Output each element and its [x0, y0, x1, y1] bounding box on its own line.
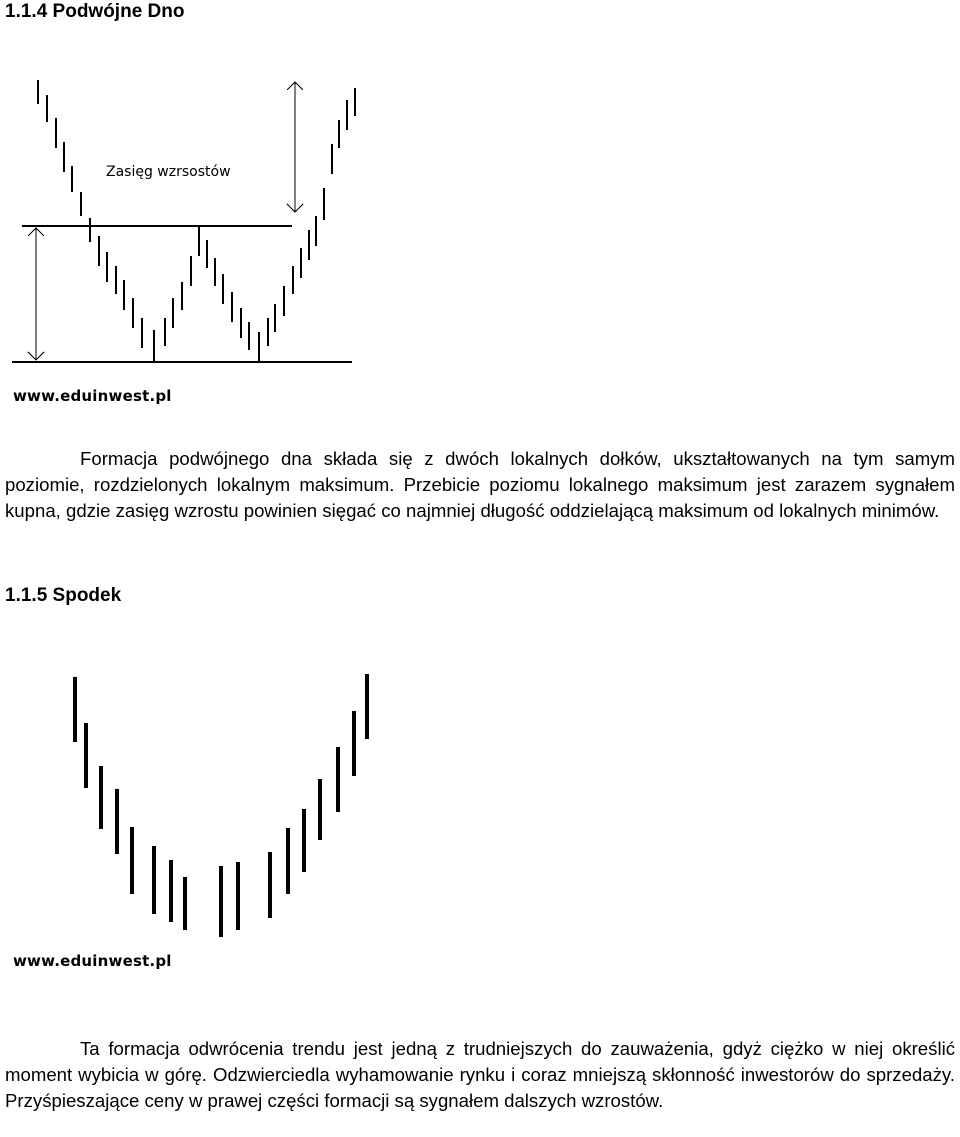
dbl-bar-13 [141, 318, 143, 348]
saucer-bar-1 [73, 677, 77, 742]
saucer-bar-15 [336, 747, 340, 812]
dbl-bar-28 [274, 304, 276, 332]
saucer-chart [0, 640, 420, 950]
saucer-bar-8 [183, 877, 187, 930]
dbl-bar-20 [206, 240, 208, 268]
watermark-2: www.eduinwest.pl [13, 952, 172, 970]
dbl-bar-19 [198, 226, 200, 256]
saucer-bar-17 [365, 674, 369, 739]
saucer-bar-13 [302, 809, 306, 872]
section-heading-double-bottom: 1.1.4 Podwójne Dno [5, 1, 185, 22]
dbl-bar-8 [98, 236, 100, 266]
dbl-bar-17 [181, 282, 183, 310]
dbl-bar-11 [123, 280, 125, 310]
dbl-bar-22 [222, 274, 224, 304]
double-bottom-chart [0, 70, 360, 370]
range-label: Zasięg wzrsostów [106, 164, 231, 180]
dbl-bar-12 [132, 298, 134, 328]
paragraph-double-bottom: Formacja podwójnego dna składa się z dwóch lokalnych dołków, ukształtowanych na tym samym poziomie, rozdzielonych lokalnym maksimum. Przebicie poziomu lokalnego maksimum jest zarazem sygnałem kupna, gdzie zasięg wzrostu powinien sięgać co najmniej długość oddzielającą maksimum od lokalnych minimów. [5, 448, 955, 521]
dbl-bar-30 [292, 266, 294, 294]
saucer-bar-12 [286, 828, 290, 894]
dbl-bar-23 [231, 292, 233, 322]
saucer-bar-11 [268, 852, 272, 918]
saucer-bar-16 [352, 711, 356, 776]
dbl-bar-35 [331, 144, 333, 174]
dbl-bar-2 [46, 95, 48, 122]
dbl-bar-18 [190, 256, 192, 286]
dbl-bar-15 [164, 318, 166, 346]
section-heading-saucer: 1.1.5 Spodek [5, 585, 122, 606]
saucer-bar-5 [130, 827, 134, 894]
watermark: www.eduinwest.pl [13, 387, 172, 405]
dbl-bar-16 [172, 298, 174, 328]
dbl-bar-10 [115, 266, 117, 294]
saucer-bar-14 [318, 779, 322, 840]
paragraph-saucer: Ta formacja odwrócenia trendu jest jedną z trudniejszych do zauważenia, gdyż ciężko w niej określić moment wybicia w górę. Odzwierciedla wyhamowanie rynku i coraz mniejszą skłonność inwestorów do sprzedaży. Przyśpieszające ceny w prawej części formacji są sygnałem dalszych wzrostów. [5, 1038, 955, 1111]
dbl-bar-25 [248, 322, 250, 350]
dbl-bar-7 [89, 218, 91, 242]
dbl-bar-31 [300, 248, 302, 278]
dbl-bar-33 [315, 216, 317, 246]
dbl-bar-27 [267, 318, 269, 346]
dbl-bar-3 [55, 118, 57, 148]
dbl-bar-32 [308, 230, 310, 260]
dbl-bar-38 [354, 88, 356, 116]
saucer-bar-7 [169, 860, 173, 922]
dbl-bar-6 [80, 192, 82, 216]
saucer-bar-4 [115, 789, 119, 854]
dbl-bar-37 [346, 100, 348, 130]
dbl-bar-5 [71, 166, 73, 192]
saucer-bar-3 [99, 766, 103, 829]
saucer-bar-10 [236, 862, 240, 930]
dbl-bar-14 [153, 330, 155, 362]
dbl-bar-26 [258, 332, 260, 362]
dbl-bar-1 [37, 80, 39, 104]
saucer-bar-6 [152, 846, 156, 914]
saucer-bar-2 [84, 723, 88, 788]
dbl-bar-21 [214, 258, 216, 286]
dbl-bar-9 [106, 252, 108, 282]
dbl-bar-36 [338, 120, 340, 148]
dbl-bar-34 [323, 188, 325, 220]
saucer-bar-9 [219, 866, 223, 937]
dbl-bar-29 [283, 286, 285, 316]
dbl-bar-24 [240, 308, 242, 338]
dbl-bar-4 [63, 142, 65, 172]
